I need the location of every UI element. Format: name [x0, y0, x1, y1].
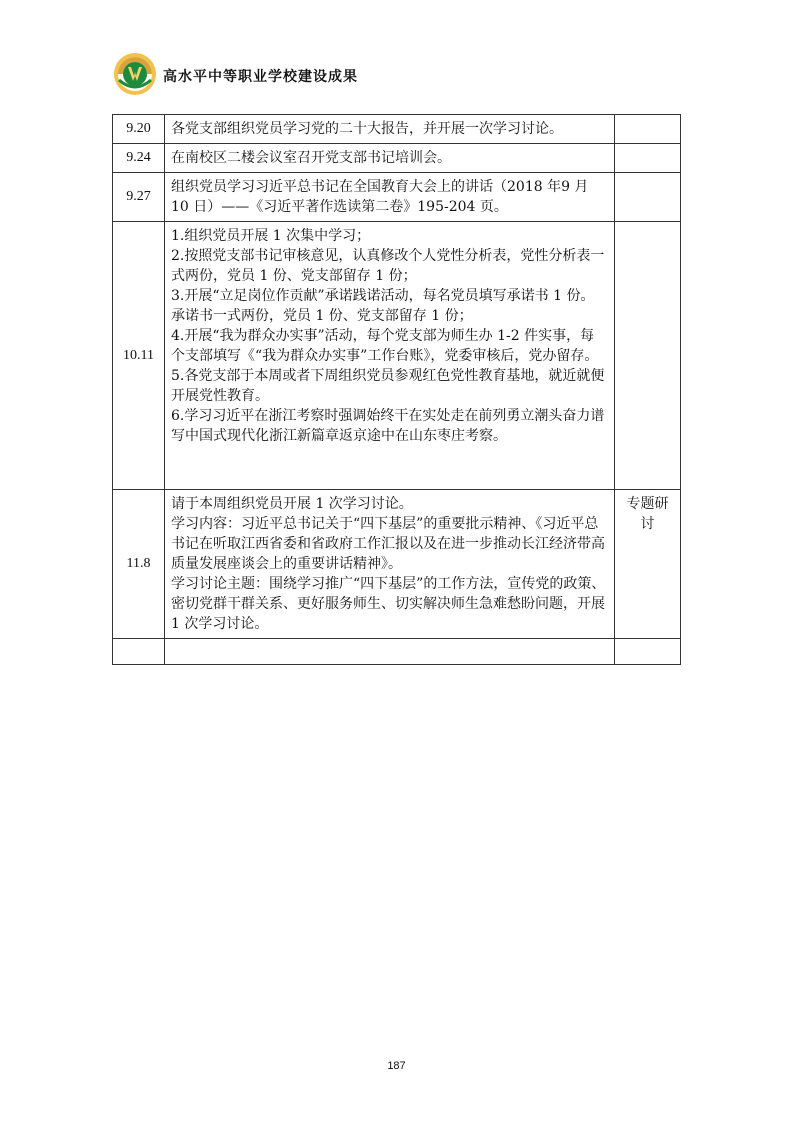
content-line: 学习内容：习近平总书记关于“四下基层”的重要批示精神、《习近平总书记在听取江西省委和省政府工作汇报以及在进一步推动长江经济带高质量发展座谈会上的重要讲话精神》。 — [171, 516, 605, 572]
note-cell — [615, 639, 681, 665]
content-line: 3.开展“立足岗位作贡献”承诺践诺活动，每名党员填写承诺书 1 份。承诺书一式两份，党员 1 份、党支部留存 1 份； — [171, 288, 595, 324]
note-cell — [615, 144, 681, 173]
date-cell: 9.27 — [113, 173, 165, 222]
content-line: 4.开展“我为群众办实事”活动，每个党支部为师生办 1-2 件实事，每个支部填写《“我为群众办实事”工作台账》，党委审核后，党办留存。 — [171, 328, 599, 364]
table-row — [113, 115, 681, 144]
content-cell — [165, 490, 615, 639]
table-row — [113, 639, 681, 665]
table-row — [113, 173, 681, 222]
content-cell — [165, 639, 615, 665]
date-cell: 10.11 — [113, 222, 165, 490]
content-line: 组织党员学习习近平总书记在全国教育大会上的讲话（2018 年9 月 10 日）——《习近平著作选读第二卷》195-204 页。 — [171, 179, 589, 215]
date-cell: 9.20 — [113, 115, 165, 144]
content-line: 在南校区二楼会议室召开党支部书记培训会。 — [171, 150, 451, 166]
content-line: 各党支部组织党员学习党的二十大报告，并开展一次学习讨论。 — [171, 121, 563, 137]
date-cell: 9.24 — [113, 144, 165, 173]
table-row — [113, 490, 681, 639]
content-line: 1.组织党员开展 1 次集中学习； — [171, 228, 371, 244]
content-line: 学习讨论主题：围绕学习推广“四下基层”的工作方法，宣传党的政策、密切党群干群关系、更好服务师生、切实解决师生急难愁盼问题，开展 1 次学习讨论。 — [171, 576, 606, 632]
content-line: 5.各党支部于本周或者下周组织党员参观红色党性教育基地，就近就便开展党性教育。 — [171, 368, 605, 404]
date-cell — [113, 639, 165, 665]
table-row — [113, 144, 681, 173]
content-cell — [165, 173, 615, 222]
content-cell — [165, 222, 615, 490]
content-line: 请于本周组织党员开展 1 次学习讨论。 — [171, 496, 413, 512]
note-cell — [615, 115, 681, 144]
date-cell: 11.8 — [113, 490, 165, 639]
school-logo-icon — [113, 52, 157, 96]
content-line: 2.按照党支部书记审核意见，认真修改个人党性分析表，党性分析表一式两份，党员 1 份、党支部留存 1 份； — [171, 248, 605, 284]
content-cell — [165, 144, 615, 173]
note-cell — [615, 222, 681, 490]
table-row — [113, 222, 681, 490]
study-plan-table — [112, 114, 681, 665]
note-cell: 专题研讨 — [615, 490, 681, 639]
content-line: 6.学习习近平在浙江考察时强调始终干在实处走在前列勇立潮头奋力谱写中国式现代化浙江新篇章返京途中在山东枣庄考察。 — [171, 408, 605, 444]
page-number: 187 — [387, 1060, 406, 1072]
note-cell — [615, 173, 681, 222]
page-header — [113, 51, 683, 101]
content-cell — [165, 115, 615, 144]
header-title: 高水平中等职业学校建设成果 — [163, 69, 358, 85]
